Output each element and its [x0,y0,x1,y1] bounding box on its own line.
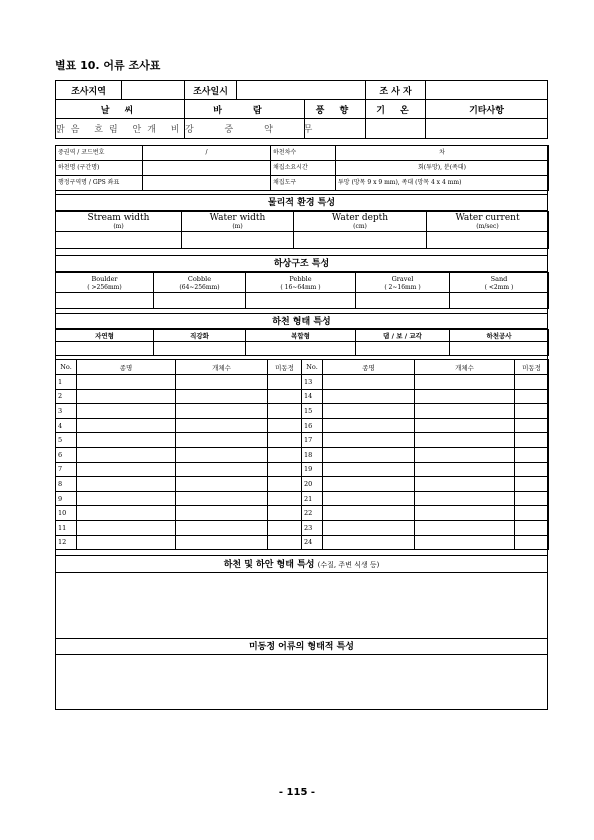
row-number-left: 11 [56,520,77,535]
physical-table [55,211,549,249]
count-cell[interactable] [415,404,515,419]
cobble-value[interactable] [154,293,246,309]
surveyor-label: 조 사 자 [366,81,426,100]
pebble-unit: ( 16~64mm ) [280,284,321,291]
row-number-right: 24 [302,535,323,550]
survey-date-value[interactable] [237,81,366,100]
shape-dam-value[interactable] [356,342,450,356]
row-number-left: 12 [56,535,77,550]
row-number-right: 14 [302,389,323,404]
count-cell[interactable] [176,491,268,506]
code-label: 중권역 / 코드번호 [56,146,143,161]
shape-heading: 하천 형태 특성 [55,313,548,329]
species-row [56,520,549,535]
other-notes-value[interactable] [426,119,548,139]
gear-value: 투망 (망목 9 x 9 mm), 족대 (망목 4 x 4 mm) [336,176,549,191]
unidentified-cell[interactable] [515,433,549,448]
water-width-name: Water width [209,213,266,223]
stream-name-label: 하천명 (구간명) [56,161,143,176]
page-number: - 115 - [278,787,316,798]
count-cell[interactable] [176,404,268,419]
unidentified-cell[interactable] [515,535,549,550]
species-name-cell[interactable] [77,491,176,506]
count-header-right: 개체수 [415,360,515,375]
species-name-cell[interactable] [323,535,415,550]
unidentified-heading: 미동정 어류의 형태적 특성 [55,638,548,655]
species-name-cell[interactable] [323,506,415,521]
gravel-header [356,273,450,293]
stream-width-value[interactable] [56,232,182,249]
count-cell[interactable] [415,477,515,492]
shape-straightened: 직강화 [154,330,246,342]
species-name-cell[interactable] [323,520,415,535]
row-number-left: 2 [56,389,77,404]
species-row [56,462,549,477]
water-current-name: Water current [455,213,520,223]
surveyor-value[interactable] [426,81,548,100]
unidentified-cell[interactable] [268,389,302,404]
count-cell[interactable] [415,506,515,521]
unidentified-cell[interactable] [515,404,549,419]
species-name-cell[interactable] [323,404,415,419]
species-name-cell[interactable] [323,477,415,492]
unidentified-cell[interactable] [515,491,549,506]
weather-label: 날 씨 [56,100,185,119]
species-name-cell[interactable] [77,520,176,535]
count-cell[interactable] [176,506,268,521]
count-cell[interactable] [415,433,515,448]
shape-mixed: 복합형 [246,330,356,342]
species-name-cell[interactable] [77,535,176,550]
water-depth-header [294,212,427,232]
count-cell[interactable] [176,418,268,433]
wind-options[interactable]: 강 중 약 무 [185,119,305,139]
species-name-cell[interactable] [77,462,176,477]
count-cell[interactable] [415,462,515,477]
pebble-header [246,273,356,293]
unidentified-notes-area[interactable] [55,655,548,708]
cobble-header [154,273,246,293]
row-number-left: 7 [56,462,77,477]
species-name-cell[interactable] [323,462,415,477]
physical-heading: 물리적 환경 특성 [55,194,548,211]
stream-width-header [56,212,182,232]
unidentified-cell[interactable] [515,462,549,477]
row-number-right: 21 [302,491,323,506]
count-cell[interactable] [176,520,268,535]
stream-width-unit: (m) [113,223,124,230]
row-number-left: 10 [56,506,77,521]
stream-width-name: Stream width [87,213,150,223]
species-name-cell[interactable] [77,447,176,462]
unidentified-cell[interactable] [268,375,302,390]
row-number-right: 23 [302,520,323,535]
species-name-cell[interactable] [77,506,176,521]
shape-construction: 하천공사 [450,330,549,342]
page-title: 별표 10. 어류 조사표 [55,59,161,72]
boulder-unit: ( >256mm) [87,284,122,291]
species-name-cell[interactable] [323,491,415,506]
unidentified-cell[interactable] [268,433,302,448]
species-name-cell[interactable] [323,447,415,462]
species-row [56,389,549,404]
riparian-heading [55,555,548,573]
species-name-cell[interactable] [77,433,176,448]
species-name-cell[interactable] [77,389,176,404]
pebble-value[interactable] [246,293,356,309]
count-cell[interactable] [176,375,268,390]
row-number-left: 6 [56,447,77,462]
count-header-left: 개체수 [176,360,268,375]
water-width-header [182,212,294,232]
species-name-cell[interactable] [77,404,176,419]
boulder-value[interactable] [56,293,154,309]
water-current-unit: (m/sec) [476,223,499,230]
substrate-heading: 하상구조 특성 [55,255,548,272]
row-number-right: 13 [302,375,323,390]
weather-options[interactable]: 맑음 흐림 안개 비 [56,119,185,139]
boulder-name: Boulder [91,275,118,283]
water-current-header [427,212,549,232]
species-row [56,491,549,506]
wind-label: 바 람 [185,100,305,119]
row-number-left: 5 [56,433,77,448]
row-number-right: 17 [302,433,323,448]
count-cell[interactable] [415,491,515,506]
species-row [56,404,549,419]
row-number-left: 1 [56,375,77,390]
row-number-left: 3 [56,404,77,419]
shape-natural-value[interactable] [56,342,154,356]
unidentified-cell[interactable] [268,477,302,492]
shape-dam-weir-pier: 댐 / 보 / 교각 [356,330,450,342]
water-depth-name: Water depth [331,213,389,223]
species-row [56,447,549,462]
riparian-title: 하천 및 하안 형태 특성 [223,560,315,570]
survey-date-label: 조사일시 [185,81,237,100]
water-width-unit: (m) [232,223,243,230]
gravel-value[interactable] [356,293,450,309]
riparian-note: (수질, 주변 식생 등) [317,561,380,569]
sampling-time-label: 채집소요시간 [271,161,336,176]
species-name-cell[interactable] [323,418,415,433]
sampling-time-value[interactable]: 회(투망), 분(족대) [336,161,549,176]
species-name-cell[interactable] [323,433,415,448]
unidentified-cell[interactable] [515,506,549,521]
unidentified-cell[interactable] [268,506,302,521]
water-depth-value[interactable] [294,232,427,249]
gravel-name: Gravel [391,275,414,283]
stream-info-table [55,145,549,191]
count-cell[interactable] [176,535,268,550]
pebble-name: Pebble [289,275,312,283]
unidentified-cell[interactable] [515,520,549,535]
cobble-unit: (64~256mm) [179,284,220,291]
species-row [56,535,549,550]
species-name-header-right: 종명 [323,360,415,375]
count-cell[interactable] [176,389,268,404]
unidentified-cell[interactable] [268,462,302,477]
unidentified-cell[interactable] [268,404,302,419]
shape-straightened-value[interactable] [154,342,246,356]
unidentified-cell[interactable] [268,418,302,433]
shape-table [55,329,549,356]
row-number-right: 20 [302,477,323,492]
row-number-right: 15 [302,404,323,419]
location-label: 행정구역명 / GPS 좌표 [56,176,143,191]
sand-value[interactable] [450,293,549,309]
unidentified-cell[interactable] [268,520,302,535]
count-cell[interactable] [176,433,268,448]
species-name-cell[interactable] [323,389,415,404]
survey-header-table [55,80,548,139]
shape-mixed-value[interactable] [246,342,356,356]
count-cell[interactable] [415,535,515,550]
stream-order-label: 하천차수 [271,146,336,161]
wind-direction-label: 풍 향 [305,100,366,119]
row-number-right: 19 [302,462,323,477]
unidentified-cell[interactable] [515,389,549,404]
unidentified-cell[interactable] [515,418,549,433]
count-cell[interactable] [176,462,268,477]
water-width-value[interactable] [182,232,294,249]
gravel-unit: ( 2~16mm ) [384,284,421,291]
row-number-right: 18 [302,447,323,462]
count-cell[interactable] [415,418,515,433]
unidentified-cell[interactable] [515,375,549,390]
survey-area-label: 조사지역 [56,81,122,100]
unidentified-cell[interactable] [515,477,549,492]
sand-header [450,273,549,293]
stream-name-value[interactable] [143,161,271,176]
no-header-right: No. [302,360,323,375]
species-row [56,477,549,492]
water-depth-unit: (cm) [353,223,367,230]
count-cell[interactable] [176,447,268,462]
shape-natural: 자연형 [56,330,154,342]
species-name-cell[interactable] [77,477,176,492]
sand-name: Sand [490,275,508,283]
count-cell[interactable] [415,389,515,404]
no-header-left: No. [56,360,77,375]
count-cell[interactable] [415,375,515,390]
water-current-value[interactable] [427,232,549,249]
gear-label: 채집도구 [271,176,336,191]
species-table [55,359,549,550]
species-name-cell[interactable] [323,375,415,390]
riparian-notes-area[interactable] [55,573,548,637]
location-value[interactable] [143,176,271,191]
survey-area-value[interactable] [122,81,185,100]
species-row [56,418,549,433]
row-number-right: 22 [302,506,323,521]
species-name-cell[interactable] [77,375,176,390]
cobble-name: Cobble [187,275,212,283]
unidentified-header-right: 미동정 [515,360,549,375]
sand-unit: ( <2mm ) [484,284,514,291]
code-value[interactable]: / [143,146,271,161]
count-cell[interactable] [176,477,268,492]
unidentified-cell[interactable] [268,447,302,462]
species-row [56,506,549,521]
stream-order-value[interactable]: 차 [336,146,549,161]
species-name-cell[interactable] [77,418,176,433]
shape-construction-value[interactable] [450,342,549,356]
row-number-left: 8 [56,477,77,492]
boulder-header [56,273,154,293]
unidentified-header-left: 미동정 [268,360,302,375]
row-number-left: 9 [56,491,77,506]
count-cell[interactable] [415,520,515,535]
species-row [56,433,549,448]
temperature-label: 기 온 [366,100,426,119]
other-notes-label: 기타사항 [426,100,548,119]
unidentified-cell[interactable] [515,447,549,462]
unidentified-cell[interactable] [268,491,302,506]
species-row [56,375,549,390]
row-number-left: 4 [56,418,77,433]
count-cell[interactable] [415,447,515,462]
row-number-right: 16 [302,418,323,433]
unidentified-cell[interactable] [268,535,302,550]
temperature-value[interactable] [366,119,426,139]
species-name-header-left: 종명 [77,360,176,375]
substrate-table [55,272,549,309]
